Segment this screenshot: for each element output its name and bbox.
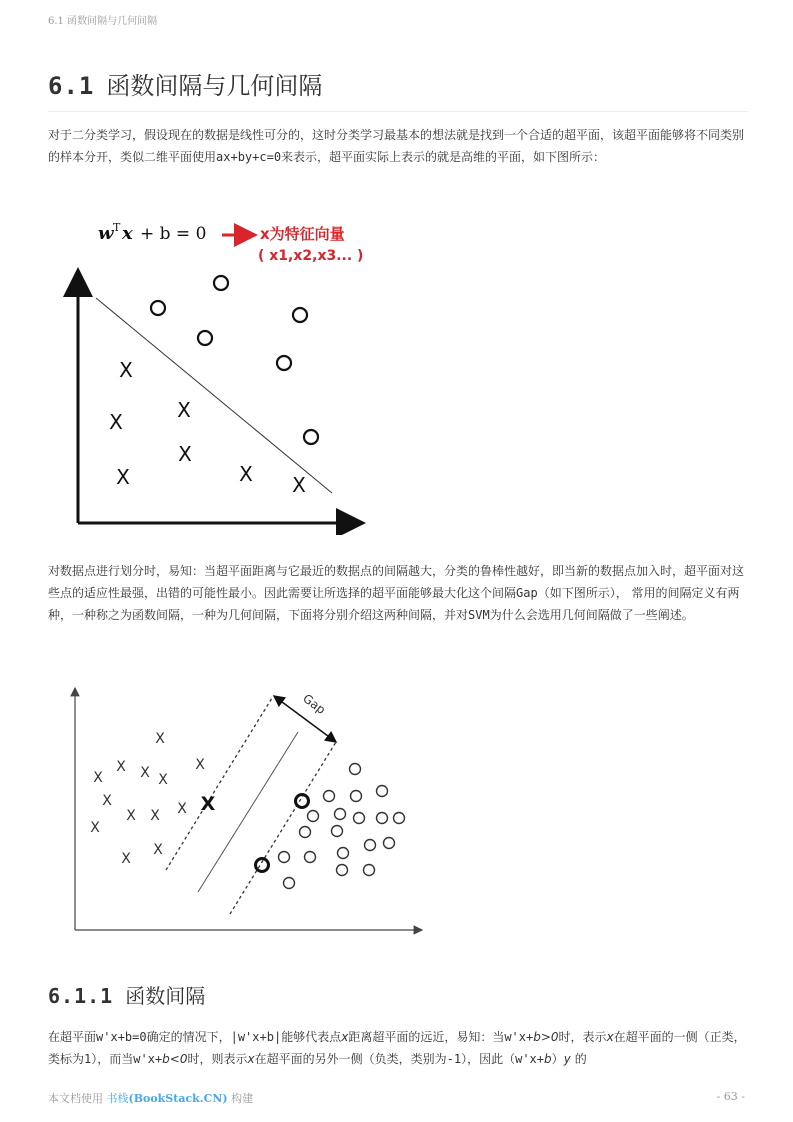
circle-point xyxy=(365,840,376,851)
functional-margin-paragraph xyxy=(48,1026,748,1070)
italic-run: y xyxy=(563,1052,571,1066)
code-run: w'x+ xyxy=(515,1052,544,1066)
circle-point xyxy=(284,878,295,889)
negative-samples xyxy=(90,731,205,867)
circle-point xyxy=(384,838,395,849)
running-header: 6.1 函数间隔与几何间隔 xyxy=(48,16,158,27)
text-run: 时，表示 xyxy=(558,1030,607,1044)
circle-point xyxy=(293,308,307,322)
text-run: 的 xyxy=(570,1052,587,1066)
cross-point: X xyxy=(292,473,306,497)
subsection-number: 6.1.1 xyxy=(48,984,114,1008)
cross-point: X xyxy=(150,808,160,824)
footer-suffix: 构建 xyxy=(227,1092,254,1105)
page-title xyxy=(48,66,748,112)
italic-run: x xyxy=(341,1030,349,1044)
circle-point xyxy=(277,356,291,370)
code-run: 1 xyxy=(84,1052,92,1066)
circle-point xyxy=(351,791,362,802)
gap-label: Gap xyxy=(300,691,329,717)
text-run: 距离超平面的远近，易知：当 xyxy=(348,1030,505,1044)
margin-text: 对数据点进行划分时，易知：当超平面距离与它最近的数据点的间隔越大，分类的鲁棒性越好，即当新的数据点加入时，超平面对这些点的适应性最强，出错的可能性最小。因此需要让所选择的超平面能够最大化这个间隔 xyxy=(48,564,745,600)
circle-point xyxy=(324,791,335,802)
cross-point: X xyxy=(126,808,136,824)
intro-paragraph xyxy=(48,124,748,168)
subsection-title-text: 函数间隔 xyxy=(125,984,206,1008)
circle-point xyxy=(338,848,349,859)
footer-brand-link[interactable]: (BookStack.CN) xyxy=(128,1092,228,1105)
italic-run: b<0 xyxy=(162,1052,188,1066)
cross-point: X xyxy=(116,465,130,489)
intro-code: ax+by+c=0 xyxy=(216,150,282,164)
text-run: 能够代表点 xyxy=(281,1030,342,1044)
text-run: 在超平面的另外一侧（负类，类别为 xyxy=(254,1052,447,1066)
support-vector-circle xyxy=(256,859,269,872)
cross-point: X xyxy=(140,765,150,781)
text-run: ），而当 xyxy=(91,1052,134,1066)
cross-point: X xyxy=(119,358,133,382)
circle-point xyxy=(198,331,212,345)
text-run: 时，则表示 xyxy=(187,1052,248,1066)
code-run: -1 xyxy=(446,1052,462,1066)
circle-point xyxy=(300,827,311,838)
cross-point: X xyxy=(90,820,100,836)
gap-figure xyxy=(60,680,440,940)
circle-point xyxy=(151,301,165,315)
equation-transpose: T xyxy=(113,221,121,234)
margin-text-3: 为什么会选用几何间隔做了一些阐述。 xyxy=(489,608,694,622)
text-run: ），因此（ xyxy=(461,1052,516,1066)
cross-point: X xyxy=(109,410,123,434)
code-run: |w'x+b| xyxy=(230,1030,282,1044)
circle-point xyxy=(335,809,346,820)
cross-point: X xyxy=(93,770,103,786)
code-run: w'x+b=0 xyxy=(96,1030,147,1044)
equation-w: w xyxy=(98,223,114,244)
support-vector-cross: X xyxy=(200,793,216,815)
text-run: ） xyxy=(551,1052,564,1066)
margin-code-svm: SVM xyxy=(468,608,490,622)
hyperplane-figure xyxy=(60,205,380,535)
footer-brand-link-cn[interactable]: 书栈 xyxy=(106,1092,129,1105)
margin-code-gap: Gap xyxy=(516,586,538,600)
circle-point xyxy=(364,865,375,876)
circle-point xyxy=(337,865,348,876)
text-run: 在超平面的一侧（正类，类标为 xyxy=(48,1030,746,1066)
cross-point: X xyxy=(177,801,187,817)
support-vector-circle xyxy=(296,795,309,808)
code-run: w'x+ xyxy=(133,1052,163,1066)
footer-credit xyxy=(48,1090,253,1106)
circle-point xyxy=(308,811,319,822)
annotation-line-1: x为特征向量 xyxy=(260,225,345,243)
circle-point xyxy=(279,852,290,863)
cross-point: X xyxy=(155,731,165,747)
margin-text-2: （如下图所示）， 常用的间隔定义有两种，一种称之为函数间隔，一种为几何间隔，下面将分别介绍这两种间隔，并对 xyxy=(48,586,740,622)
circle-point xyxy=(332,826,343,837)
circle-point xyxy=(305,852,316,863)
cross-point: X xyxy=(116,759,126,775)
lower-margin-line xyxy=(230,742,336,914)
equation-x: x xyxy=(122,223,133,244)
circle-point xyxy=(304,430,318,444)
italic-run: b xyxy=(544,1052,552,1066)
cross-point: X xyxy=(177,398,191,422)
text-run: 确定的情况下， xyxy=(146,1030,231,1044)
upper-margin-line xyxy=(166,698,272,870)
cross-point: X xyxy=(195,757,205,773)
code-run: w'x+ xyxy=(504,1030,534,1044)
italic-run: x xyxy=(247,1052,255,1066)
text-run: 在超平面 xyxy=(48,1030,97,1044)
circle-point xyxy=(350,764,361,775)
cross-point: X xyxy=(239,462,253,486)
cross-point: X xyxy=(178,442,192,466)
cross-point: X xyxy=(153,842,163,858)
italic-run: x xyxy=(606,1030,614,1044)
section-title: 函数间隔与几何间隔 xyxy=(106,72,323,100)
circle-point xyxy=(394,813,405,824)
margin-paragraph xyxy=(48,560,748,626)
annotation-line-2: ( x1,x2,x3... ) xyxy=(258,248,364,264)
section-number: 6.1 xyxy=(48,72,95,100)
cross-point: X xyxy=(102,793,112,809)
positive-samples xyxy=(279,764,405,889)
page-number: - 63 - xyxy=(716,1090,745,1103)
cross-point: X xyxy=(158,772,168,788)
positive-samples xyxy=(151,276,318,444)
circle-point xyxy=(377,786,388,797)
subsection-title xyxy=(48,980,205,1009)
intro-text: 对于二分类学习，假设现在的数据是线性可分的，这时分类学习最基本的想法就是找到一个合适的超平面，该超平面能够将不同类别的样本分开，类似二维平面使用 xyxy=(48,128,745,164)
hyperplane-line xyxy=(96,298,332,493)
circle-point xyxy=(377,813,388,824)
intro-text-2: 来表示，超平面实际上表示的就是高维的平面，如下图所示： xyxy=(281,150,606,164)
equation-rest: + b = 0 xyxy=(140,224,207,244)
circle-point xyxy=(214,276,228,290)
negative-samples xyxy=(109,358,306,497)
footer-prefix: 本文档使用 xyxy=(48,1092,107,1105)
italic-run: b>0 xyxy=(533,1030,559,1044)
circle-point xyxy=(354,813,365,824)
cross-point: X xyxy=(121,851,131,867)
